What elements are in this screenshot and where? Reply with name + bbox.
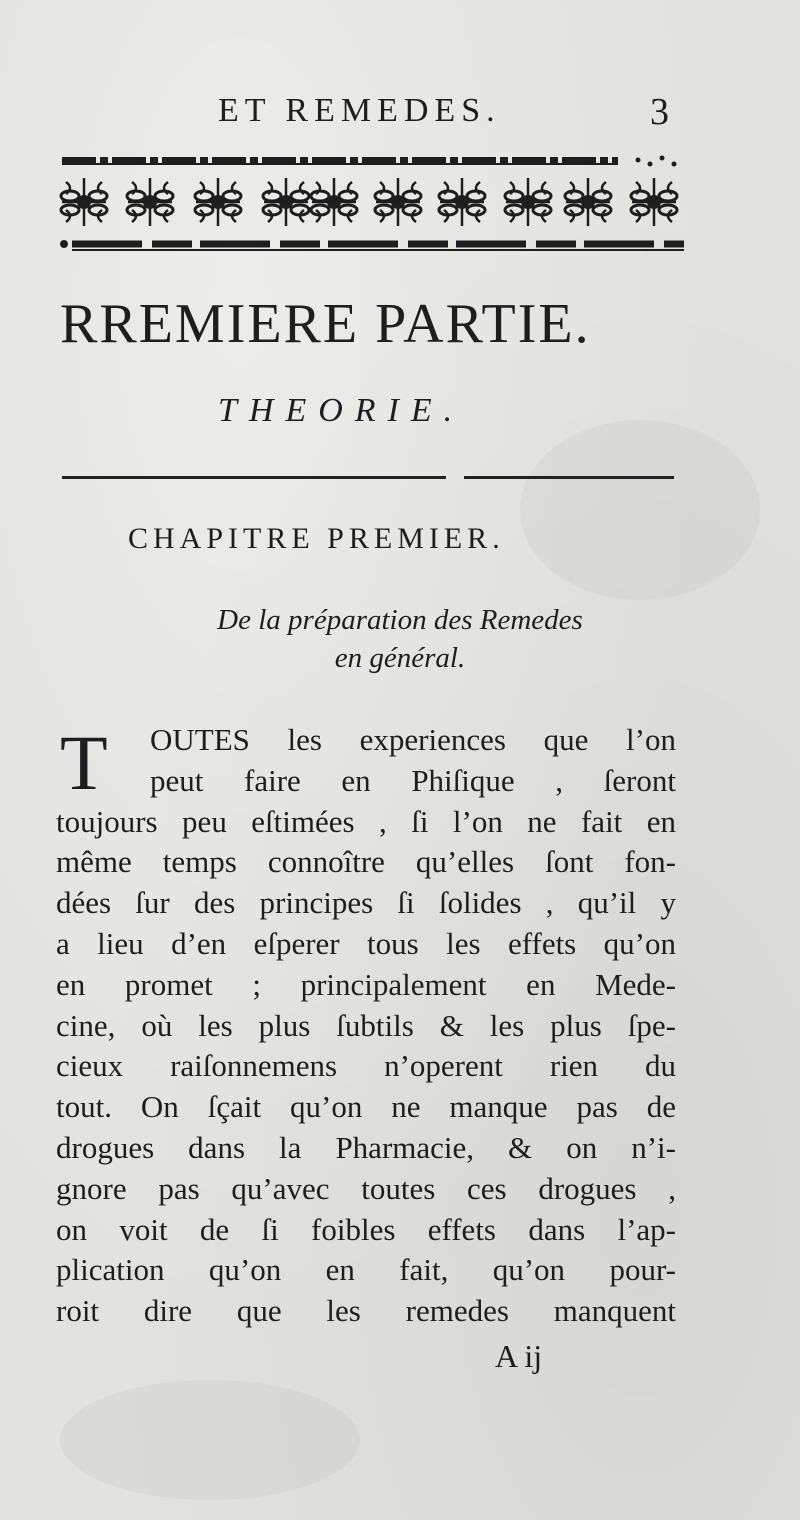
page-number: 3 [650, 91, 669, 133]
signature-mark: A ij [495, 1338, 543, 1374]
drop-cap: T [60, 719, 108, 806]
text-line: cine, où les plus ſubtils & les plus ſpe- [56, 1007, 676, 1043]
text-line: roit dire que les remedes manquent [56, 1293, 676, 1329]
text-line: cieux raiſonnemens n’operent rien du [56, 1048, 676, 1084]
chapter-title: CHAPITRE PREMIER. [128, 522, 505, 555]
decorative-headpiece-ornament [58, 148, 684, 258]
text-line: drogues dans la Pharmacie, & on n’i- [56, 1129, 676, 1165]
text-line: tout. On ſçait qu’on ne manque pas de [56, 1089, 676, 1125]
text-line: on voit de ſi foibles effets dans l’ap- [56, 1211, 676, 1247]
paper-stain [520, 420, 760, 600]
text-line: plication qu’on en fait, qu’on pour- [56, 1252, 676, 1288]
text-line: a lieu d’en eſperer tous les effets qu’on [56, 925, 676, 961]
text-line: en promet ; principalement en Mede- [56, 966, 676, 1002]
double-rule-left [62, 476, 446, 479]
paper-stain [60, 1380, 360, 1500]
chapter-subtitle-line-2: en général. [334, 642, 466, 674]
text-line: peut faire en Phiſique , ſeront [150, 762, 676, 798]
part-title: RREMIERE PARTIE. [60, 293, 591, 355]
text-line: OUTES les experiences que l’on [150, 722, 676, 757]
double-rule-right [464, 476, 674, 479]
text-line: toujours peu eſtimées , ſi l’on ne fait en [56, 803, 676, 839]
text-line: dées ſur des principes ſi ſolides , qu’il y [56, 885, 676, 921]
body-paragraph [56, 720, 676, 1332]
text-line: gnore pas qu’avec toutes ces drogues , [56, 1170, 676, 1206]
chapter-subtitle-line-1: De la préparation des Remedes [217, 604, 583, 636]
running-title: ET REMEDES. [218, 92, 501, 129]
text-line: même temps connoître qu’elles ſont fon- [56, 844, 676, 880]
running-head [0, 92, 800, 142]
section-title: THEORIE. [218, 392, 465, 429]
